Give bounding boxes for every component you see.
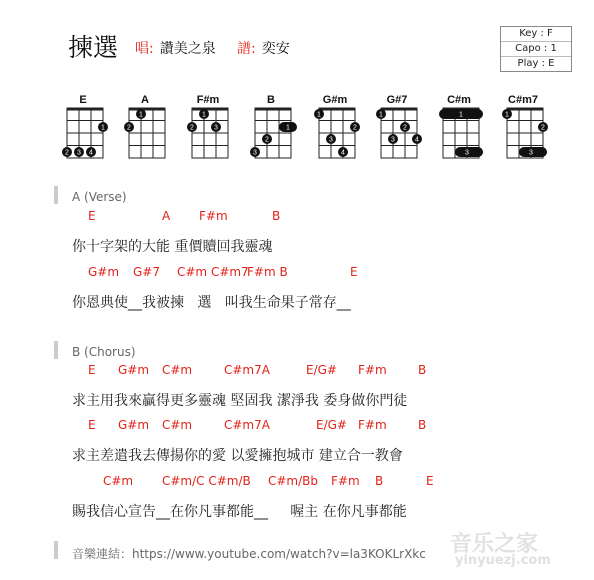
chord: C#m7A (224, 363, 270, 377)
chord: E/G# (306, 363, 337, 377)
key-row: Key : F (501, 27, 571, 42)
chord: C#m (162, 363, 193, 377)
svg-text:4: 4 (89, 149, 93, 157)
verse-label: A (Verse) (72, 190, 127, 204)
lyric-line: 賜我信心宣告__在你凡事都能__ 喔主 在你凡事都能 (72, 504, 407, 520)
chord-name-fsm: F#m (196, 94, 220, 106)
chord: C#m7A (224, 418, 270, 432)
watermark-logo: 音乐之家 (450, 532, 539, 557)
composer-info (237, 38, 290, 58)
lyric-line: 你十字架的大能 重價贖回我靈魂 (72, 239, 273, 255)
chord-name-gs7: G#7 (386, 94, 408, 106)
svg-text:1: 1 (202, 111, 206, 119)
chord: B (272, 209, 281, 223)
chord-name-csm7: C#m7 (508, 94, 538, 106)
svg-text:2: 2 (190, 124, 194, 132)
lyric-line: 求主用我來贏得更多靈魂 堅固我 潔淨我 委身做你門徒 (72, 393, 408, 409)
chord: F#m (358, 363, 387, 377)
svg-text:3: 3 (329, 136, 333, 144)
svg-text:1: 1 (139, 111, 143, 119)
chord: G#m (118, 418, 150, 432)
svg-text:3: 3 (391, 136, 395, 144)
chord: E (350, 265, 358, 279)
key-capo-box (500, 26, 572, 72)
svg-text:2: 2 (403, 124, 407, 132)
chord-name-a: A (141, 94, 149, 106)
chord: B (418, 363, 427, 377)
lyric-line: 你恩典使__我被揀 選 叫我生命果子常存__ (72, 295, 351, 311)
chord: F#m B (247, 265, 288, 279)
svg-text:1: 1 (317, 111, 321, 119)
verse-bar (54, 186, 58, 204)
chord-name-b: B (267, 94, 275, 106)
singer-label: 唱: (135, 41, 154, 57)
svg-text:1: 1 (101, 124, 105, 132)
composer-name: 奕安 (261, 41, 290, 57)
svg-text:4: 4 (341, 149, 345, 157)
chord: C#m/Bb (268, 474, 319, 488)
svg-text:3: 3 (253, 149, 257, 157)
svg-text:1: 1 (379, 111, 383, 119)
chord-name-csm: C#m (447, 94, 471, 106)
chord-name-gsm: G#m (322, 94, 348, 106)
watermark-url: yinyuezj.com (455, 553, 551, 568)
chorus-bar (54, 341, 58, 359)
chord: E (88, 363, 96, 377)
svg-text:1: 1 (286, 124, 290, 132)
svg-text:3: 3 (529, 149, 533, 157)
chorus-label: B (Chorus) (72, 345, 136, 359)
svg-text:3: 3 (214, 124, 218, 132)
svg-text:2: 2 (541, 124, 545, 132)
chord: C#m (103, 474, 134, 488)
svg-text:3: 3 (77, 149, 81, 157)
chord: C#m/C C#m/B (162, 474, 251, 488)
play-row: Play : E (517, 58, 555, 69)
lyric-line: 求主差遣我去傳揚你的愛 以愛擁抱城市 建立合一教會 (72, 448, 403, 464)
chord: F#m (199, 209, 228, 223)
chord: E/G# (316, 418, 347, 432)
svg-text:2: 2 (353, 124, 357, 132)
chord: G#m (88, 265, 120, 279)
song-title: 揀選 (68, 33, 119, 62)
chord: F#m (331, 474, 360, 488)
chord: C#m (162, 418, 193, 432)
chord: E (426, 474, 434, 488)
chord: C#m C#m7 (177, 265, 249, 279)
chord: A (162, 209, 171, 223)
link-bar (54, 541, 58, 559)
svg-text:1: 1 (459, 111, 463, 119)
chord: B (418, 418, 427, 432)
svg-text:2: 2 (65, 149, 69, 157)
singer-name: 讚美之泉 (159, 41, 216, 57)
svg-text:3: 3 (465, 149, 469, 157)
capo-row: Capo : 1 (501, 42, 571, 57)
svg-text:4: 4 (415, 136, 419, 144)
chord: G#7 (133, 265, 160, 279)
singer-info (135, 38, 216, 58)
chord: E (88, 418, 96, 432)
chord: B (375, 474, 384, 488)
svg-text:1: 1 (505, 111, 509, 119)
chord-diagrams (55, 90, 575, 170)
composer-label: 譜: (237, 41, 256, 57)
svg-text:2: 2 (265, 136, 269, 144)
chord: E (88, 209, 96, 223)
chord: G#m (118, 363, 150, 377)
chord: F#m (358, 418, 387, 432)
chord-name-e: E (79, 94, 87, 106)
svg-text:2: 2 (127, 124, 131, 132)
music-link[interactable]: 音樂連結：https://www.youtube.com/watch?v=la3KOKLrXkc (72, 547, 426, 561)
